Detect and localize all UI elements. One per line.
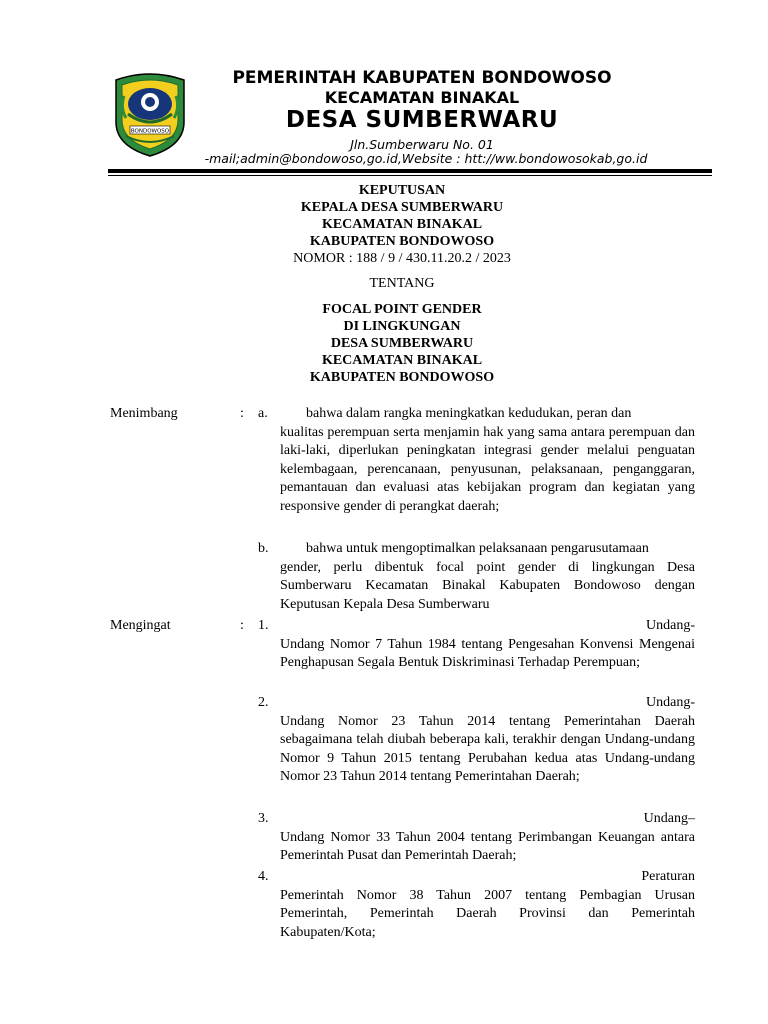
tentang-label: TENTANG <box>369 276 435 291</box>
title-line-1: KEPUTUSAN <box>358 183 446 198</box>
mengingat-1-rest: Undang Nomor 7 Tahun 1984 tentang Pengesahan Konvensi Mengenai Penghapusan Segala Bentuk Diskriminasi Terhadap Perempuan; <box>280 636 695 670</box>
letterhead-contact: -mail;admin@bondowoso,go.id,Website : htt://ww.bondowosokab,go.id <box>204 151 648 166</box>
title-line-2: KEPALA DESA SUMBERWARU <box>300 200 504 215</box>
mengingat-label: Mengingat <box>110 618 171 633</box>
subject-line-2: DI LINGKUNGAN <box>343 319 461 334</box>
mengingat-colon: : <box>240 618 244 633</box>
subject-line-3: DESA SUMBERWARU <box>330 336 474 351</box>
menimbang-b-rest: gender, perlu dibentuk focal point gender di lingkungan Desa Sumberwaru Kecamatan Binakal Kabupaten Bondowoso dengan Keputusan Kepala Desa Sumberwaru <box>280 559 695 612</box>
title-line-3: KECAMATAN BINAKAL <box>321 217 483 232</box>
mengingat-3-rest: Undang Nomor 33 Tahun 2004 tentang Perimbangan Keuangan antara Pemerintah Pusat dan Pemerintah Daerah; <box>280 829 695 863</box>
mengingat-4-text <box>280 868 695 942</box>
letterhead-government: PEMERINTAH KABUPATEN BONDOWOSO <box>232 68 612 88</box>
menimbang-b-first: bahwa untuk mengoptimalkan pelaksanaan pengarusutamaan <box>306 541 649 556</box>
title-line-4: KABUPATEN BONDOWOSO <box>309 234 495 249</box>
mengingat-3-first: Undang– <box>643 811 695 826</box>
subject-line-5: KABUPATEN BONDOWOSO <box>309 370 495 385</box>
decree-number: NOMOR : 188 / 9 / 430.11.20.2 / 2023 <box>293 251 511 266</box>
decree-subject <box>200 301 604 386</box>
menimbang-label: Menimbang <box>110 406 178 421</box>
menimbang-a-first: bahwa dalam rangka meningkatkan kedudukan, peran dan <box>306 406 632 421</box>
mengingat-1-marker: 1. <box>258 618 269 633</box>
menimbang-a-rest: kualitas perempuan serta menjamin hak yang sama antara perempuan dan laki-laki, diperlukan peningkatan integrasi gender melalui penguatan kelembagaan, perencanaan, penyusunan, pelaksanaan, penganggaran, pemantauan dan evaluasi atas kebijakan program dan kegiatan yang responsive gender di perangkat daerah; <box>280 424 695 514</box>
mengingat-1-text <box>280 617 695 673</box>
mengingat-4-rest: Pemerintah Nomor 38 Tahun 2007 tentang Pembagian Urusan Pemerintah, Pemerintah Daerah Provinsi dan Pemerintah Kabupaten/Kota; <box>280 887 695 940</box>
mengingat-2-first: Undang- <box>646 695 695 710</box>
letterhead-district: KECAMATAN BINAKAL <box>324 88 520 107</box>
bondowoso-emblem <box>108 70 192 158</box>
mengingat-3-marker: 3. <box>258 811 269 826</box>
mengingat-2-marker: 2. <box>258 695 269 710</box>
subject-line-1: FOCAL POINT GENDER <box>322 302 482 317</box>
svg-text:BONDOWOSO: BONDOWOSO <box>130 128 170 135</box>
letterhead-village: DESA SUMBERWARU <box>285 107 559 133</box>
mengingat-4-first: Peraturan <box>641 869 695 884</box>
subject-line-4: KECAMATAN BINAKAL <box>321 353 483 368</box>
menimbang-b-text <box>280 540 695 614</box>
letterhead-rule-thick <box>108 169 712 173</box>
menimbang-b-marker: b. <box>258 541 269 556</box>
letterhead-rule-thin <box>108 175 712 176</box>
menimbang-a-text <box>280 405 695 516</box>
decree-title <box>200 182 604 267</box>
mengingat-2-text <box>280 694 695 787</box>
letterhead-address: Jln.Sumberwaru No. 01 <box>350 137 494 152</box>
menimbang-colon: : <box>240 406 244 421</box>
mengingat-1-first: Undang- <box>646 618 695 633</box>
menimbang-a-marker: a. <box>258 406 268 421</box>
mengingat-2-rest: Undang Nomor 23 Tahun 2014 tentang Pemerintahan Daerah sebagaimana telah diubah beberapa kali, terakhir dengan Undang-undang Nomor 9 Tahun 2015 tentang Perubahan kedua atas Undang-undang Nomor 23 Tahun 2014 tentang Pemerintahan Daerah; <box>280 713 695 784</box>
mengingat-4-marker: 4. <box>258 869 269 884</box>
mengingat-3-text <box>280 810 695 866</box>
